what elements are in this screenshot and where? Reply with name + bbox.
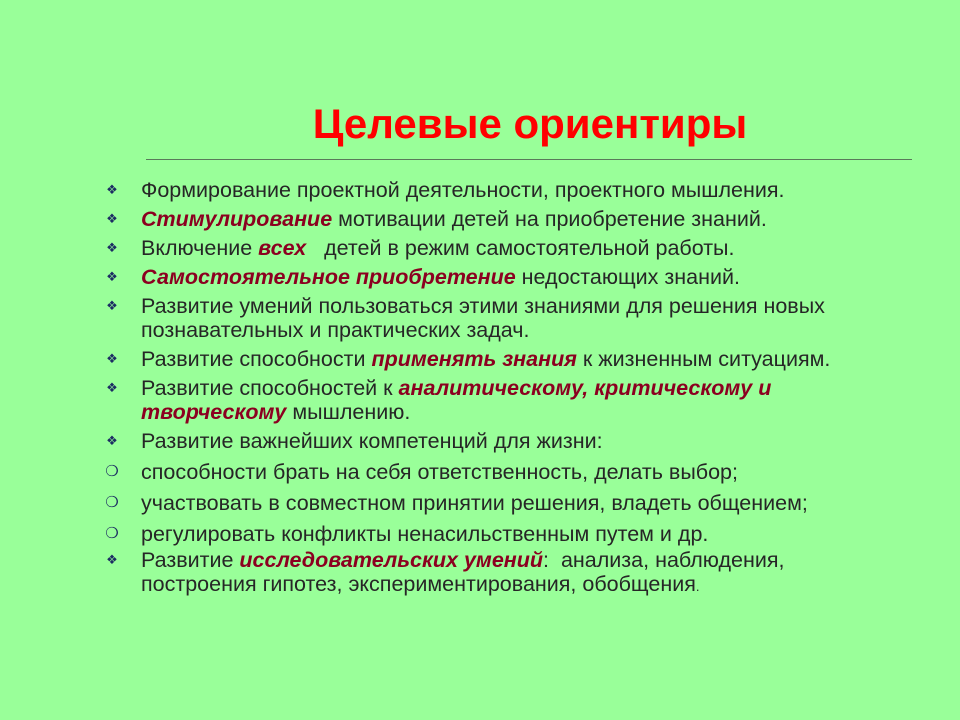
list-item [102, 207, 912, 231]
item-text: Развитие важнейших компетенций для жизни: [141, 429, 603, 453]
item-text: мотивации детей на приобретение знаний. [332, 207, 767, 231]
item-text: мышлению. [286, 400, 411, 424]
diamond-bullet-icon: ❖ [106, 380, 118, 395]
item-text: : анализа, наблюдения, построения гипотез, экспериментирования, обобщения [141, 548, 791, 596]
diamond-bullet-icon: ❖ [106, 433, 118, 448]
diamond-bullet-icon: ❖ [106, 351, 118, 366]
item-emphasis: применять знания [371, 347, 577, 371]
item-text: детей в режим самостоятельной работы. [306, 236, 735, 260]
list-item [102, 460, 912, 484]
item-text: Развитие способностей к [141, 376, 399, 400]
item-text: Формирование проектной деятельности, проектного мышления. [141, 178, 785, 202]
list-item [102, 178, 912, 202]
circle-bullet-icon: ❍ [105, 525, 119, 542]
list-item [102, 522, 912, 546]
diamond-bullet-icon: ❖ [106, 552, 118, 567]
circle-bullet-icon: ❍ [105, 494, 119, 511]
list-item [102, 347, 841, 371]
item-text: участвовать в совместном принятии решения, владеть общением; [141, 491, 808, 515]
diamond-bullet-icon: ❖ [106, 298, 118, 313]
goals-list [102, 178, 912, 599]
list-item [102, 548, 881, 599]
item-emphasis: Стимулирование [141, 207, 333, 231]
item-emphasis: Самостоятельное приобретение [141, 265, 516, 289]
item-text: Включение [141, 236, 259, 260]
item-text: способности брать на себя ответственность, делать выбор; [141, 460, 738, 484]
diamond-bullet-icon: ❖ [106, 182, 118, 197]
item-emphasis: всех [258, 236, 307, 260]
item-text: Развитие [141, 548, 240, 572]
diamond-bullet-icon: ❖ [106, 211, 118, 226]
item-text: недостающих знаний. [515, 265, 740, 289]
circle-bullet-icon: ❍ [105, 463, 119, 480]
item-emphasis: исследовательских умений [239, 548, 544, 572]
diamond-bullet-icon: ❖ [106, 240, 118, 255]
item-text: к жизненным ситуациям. [576, 347, 831, 371]
item-text: Развитие умений пользоваться этими знаниями для решения новых познавательных и практических задач. [141, 294, 825, 342]
list-item [102, 265, 912, 289]
slide-title: Целевые ориентиры [312, 100, 748, 147]
item-emphasis: аналитическому, критическому и творческому [141, 376, 772, 424]
list-item [102, 376, 851, 424]
title-divider [146, 159, 912, 160]
list-item [102, 294, 841, 342]
diamond-bullet-icon: ❖ [106, 269, 118, 284]
list-item [102, 429, 912, 453]
list-item [102, 491, 912, 515]
item-text-end: . [695, 579, 700, 594]
item-text: регулировать конфликты ненасильственным путем и др. [141, 522, 709, 546]
list-item [102, 236, 912, 260]
item-text: Развитие способности [141, 347, 372, 371]
